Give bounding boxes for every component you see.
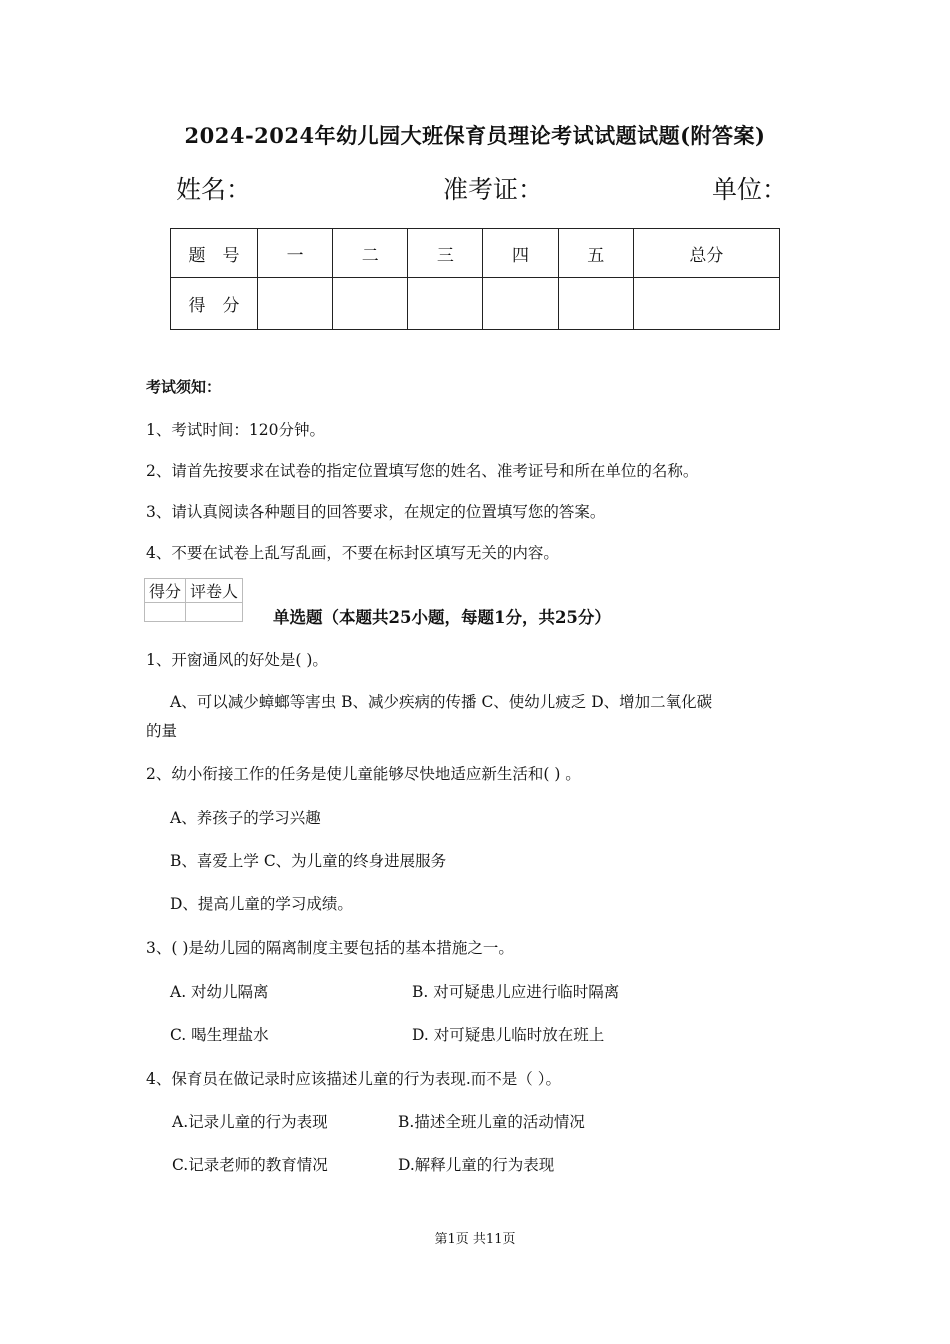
score-row-label: 得 分: [171, 278, 258, 330]
question-options: A、可以减少蟑螂等害虫 B、减少疾病的传播 C、使幼儿疲乏 D、增加二氧化碳: [170, 693, 713, 711]
question-option: B.描述全班儿童的活动情况: [398, 1113, 585, 1131]
score-header-question-no: 题 号: [171, 229, 258, 278]
score-header-5: 五: [558, 229, 633, 278]
question-stem: 3、( )是幼儿园的隔离制度主要包括的基本措施之一。: [146, 939, 514, 957]
score-cell-total[interactable]: [633, 278, 779, 330]
score-table-score-row: [171, 278, 780, 330]
question-option: B. 对可疑患儿应进行临时隔离: [412, 983, 620, 1001]
question-option: D. 对可疑患儿临时放在班上: [412, 1026, 605, 1044]
score-cell-4[interactable]: [483, 278, 558, 330]
page-title: 2024-2024年幼儿园大班保育员理论考试试题试题(附答案): [184, 123, 766, 148]
score-cell-5[interactable]: [558, 278, 633, 330]
question-option: A. 对幼儿隔离: [170, 983, 269, 1001]
grader-score-cell[interactable]: [145, 603, 186, 622]
question-option: C. 喝生理盐水: [170, 1026, 269, 1044]
grader-reviewer-cell[interactable]: [186, 603, 243, 622]
exam-number-field-label: 准考证：: [443, 175, 544, 204]
grader-score-label: 得分: [145, 579, 186, 603]
score-cell-1[interactable]: [258, 278, 333, 330]
section-title: 单选题（本题共25小题，每题1分，共25分）: [273, 608, 611, 627]
grader-box: [144, 578, 243, 622]
question-options-wrap: 的量: [146, 722, 178, 740]
name-field-label: 姓名：: [176, 175, 252, 204]
unit-field-label: 单位：: [712, 175, 788, 204]
page-footer: 第1页 共11页: [434, 1232, 516, 1247]
score-cell-3[interactable]: [408, 278, 483, 330]
question-option: C.记录老师的教育情况: [172, 1156, 328, 1174]
question-option: A.记录儿童的行为表现: [172, 1113, 328, 1131]
score-header-2: 二: [333, 229, 408, 278]
question-stem: 4、保育员在做记录时应该描述儿童的行为表现.而不是（ ）。: [146, 1070, 561, 1088]
score-table-header-row: [171, 229, 780, 278]
score-header-1: 一: [258, 229, 333, 278]
question-option: A、养孩子的学习兴趣: [170, 809, 321, 827]
question-option: B、喜爱上学 C、为儿童的终身进展服务: [170, 852, 447, 870]
score-cell-2[interactable]: [333, 278, 408, 330]
question-stem: 1、开窗通风的好处是( )。: [146, 651, 328, 669]
question-stem: 2、幼小衔接工作的任务是使儿童能够尽快地适应新生活和( ) 。: [146, 765, 581, 783]
score-header-4: 四: [483, 229, 558, 278]
question-option: D、提高儿童的学习成绩。: [170, 895, 353, 913]
notice-item: 1、考试时间：120分钟。: [146, 421, 325, 439]
notice-item: 3、请认真阅读各种题目的回答要求，在规定的位置填写您的答案。: [146, 503, 606, 521]
score-table: [170, 228, 780, 330]
grader-reviewer-label: 评卷人: [186, 579, 243, 603]
notice-title: 考试须知：: [146, 378, 222, 396]
score-header-3: 三: [408, 229, 483, 278]
notice-item: 2、请首先按要求在试卷的指定位置填写您的姓名、准考证号和所在单位的名称。: [146, 462, 699, 480]
notice-item: 4、不要在试卷上乱写乱画，不要在标封区填写无关的内容。: [146, 544, 559, 562]
score-header-total: 总分: [633, 229, 779, 278]
question-option: D.解释儿童的行为表现: [398, 1156, 555, 1174]
